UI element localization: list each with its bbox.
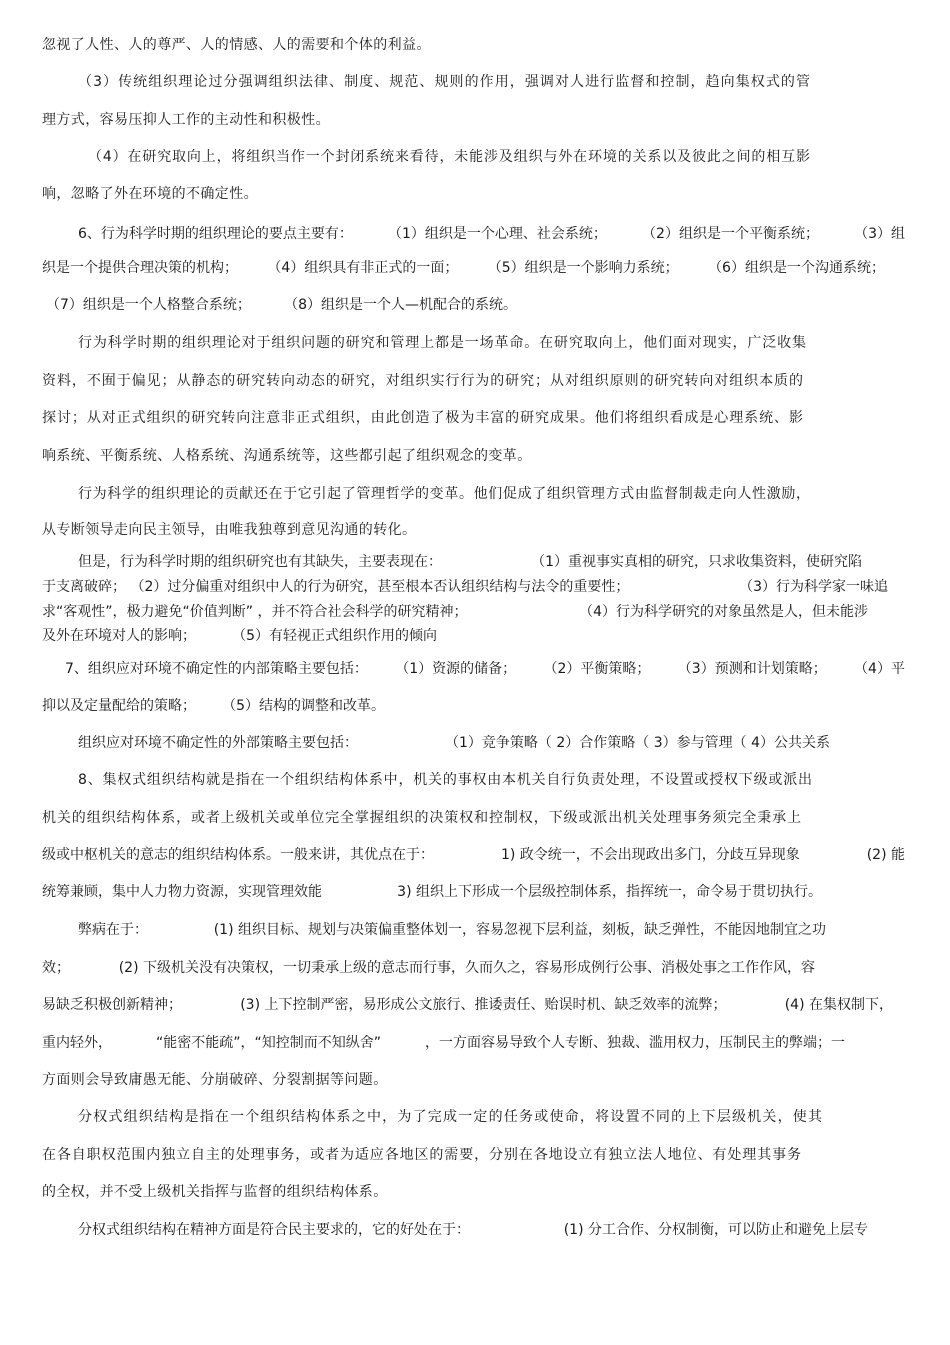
- text-segment: （1）重视事实真相的研究，只求收集资料，使研究陷: [531, 554, 862, 570]
- text-segment: “能密不能疏”，“知控制而不知纵舍”: [155, 1035, 381, 1051]
- text-line: [78, 226, 905, 242]
- text-segment: （2）组织是一个平衡系统；: [642, 226, 819, 242]
- text-line: [65, 661, 905, 677]
- text-segment: 但是，行为科学时期的组织研究也有其缺失，主要表现在：: [78, 554, 442, 570]
- text-line: 8、集权式组织结构就是指在一个组织结构体系中，机关的事权由本机关自行负责处理，不设置或授权下级或派出: [78, 772, 812, 788]
- text-segment: 重内轻外，: [42, 1035, 112, 1051]
- text-line: [78, 1222, 868, 1238]
- text-line: [42, 604, 868, 620]
- text-segment: （3）行为科学家一味追: [739, 579, 888, 595]
- text-line: [42, 628, 437, 644]
- text-line: [42, 698, 385, 714]
- text-segment: 抑以及定量配给的策略；: [42, 698, 196, 714]
- text-line: [42, 997, 893, 1013]
- text-line: 从专断领导走向民主领导，由唯我独尊到意见沟通的转化。: [42, 522, 417, 538]
- text-segment: （6）组织是一个沟通系统；: [708, 260, 885, 276]
- text-segment: 弊病在于：: [78, 922, 148, 938]
- text-line: [46, 297, 517, 313]
- text-segment: 组织应对环境不确定性的外部策略主要包括：: [78, 735, 358, 751]
- text-line: （3）传统组织理论过分强调组织法律、制度、规范、规则的作用，强调对人进行监督和控制，趋向集权式的管: [78, 74, 810, 90]
- text-segment: 织是一个提供合理决策的机构；: [42, 260, 238, 276]
- text-segment: 级或中枢机关的意志的组织结构体系。一般来讲，其优点在于：: [42, 847, 434, 863]
- text-segment: ，一方面容易导致个人专断、独裁、滥用权力，压制民主的弊端；一: [424, 1035, 845, 1051]
- text-line: 方面则会导致庸愚无能、分崩破碎、分裂割据等问题。: [42, 1072, 388, 1088]
- text-segment: 求“客观性”，极力避免“价值判断” ，并不符合社会科学的研究精神；: [42, 604, 468, 620]
- text-segment: （5）有轻视正式组织作用的倾向: [232, 628, 437, 644]
- text-segment: （4）平: [854, 661, 905, 677]
- text-line: [42, 260, 885, 276]
- text-segment: 7、组织应对环境不确定性的内部策略主要包括：: [65, 661, 368, 677]
- text-segment: 1) 政令统一，不会出现政出多门，分歧互异现象: [500, 847, 800, 863]
- text-segment: （4）组织具有非正式的一面；: [267, 260, 459, 276]
- text-line: 分权式组织结构是指在一个组织结构体系之中，为了完成一定的任务或使命，将设置不同的上下层级机关，使其: [78, 1109, 822, 1125]
- text-segment: 分权式组织结构在精神方面是符合民主要求的，它的好处在于：: [78, 1222, 470, 1238]
- text-segment: （1）组织是一个心理、社会系统；: [388, 226, 607, 242]
- text-segment: 3) 组织上下形成一个层级控制体系，指挥统一，命令易于贯切执行。: [397, 884, 822, 900]
- text-segment: (2) 能: [866, 847, 905, 863]
- text-segment: （1）竞争策略（ 2）合作策略（ 3）参与管理（ 4）公共关系: [445, 735, 830, 751]
- text-line: [42, 579, 888, 595]
- text-segment: （5）组织是一个影响力系统；: [487, 260, 679, 276]
- text-line: 行为科学的组织理论的贡献还在于它引起了管理哲学的变革。他们促成了组织管理方式由监督制裁走向人性激励，: [78, 486, 810, 502]
- text-segment: （5）结构的调整和改革。: [222, 698, 385, 714]
- text-line: [42, 884, 822, 900]
- text-segment: （7）组织是一个人格整合系统；: [46, 297, 251, 313]
- text-line: 在各自职权范围内独立自主的处理事务，或者为适应各地区的需要，分别在各地设立有独立法人地位、有处理其事务: [42, 1147, 801, 1163]
- text-line: [78, 922, 826, 938]
- text-segment: (3) 上下控制严密，易形成公文旅行、推诿责任、贻误时机、缺乏效率的流弊；: [240, 997, 727, 1013]
- text-line: 探讨；从对正式组织的研究转向注意非正式组织，由此创造了极为丰富的研究成果。他们将组织看成是心理系统、影: [42, 410, 803, 426]
- text-segment: （3）预测和计划策略；: [677, 661, 827, 677]
- text-line: 行为科学时期的组织理论对于组织问题的研究和管理上都是一场革命。在研究取向上，他们面对现实，广泛收集: [78, 335, 806, 351]
- text-segment: （3）组: [854, 226, 905, 242]
- text-segment: （1）资源的储备；: [395, 661, 517, 677]
- text-segment: 易缺乏积极创新精神；: [42, 997, 182, 1013]
- text-line: [42, 1035, 845, 1051]
- text-line: 的全权，并不受上级机关指挥与监督的组织结构体系。: [42, 1184, 388, 1200]
- text-segment: (4) 在集权制下，: [784, 997, 893, 1013]
- text-line: 响系统、平衡系统、人格系统、沟通系统等，这些都引起了组织观念的变革。: [42, 448, 532, 464]
- text-line: 忽视了人性、人的尊严、人的情感、人的需要和个体的利益。: [42, 37, 431, 53]
- text-segment: 效；: [42, 960, 70, 976]
- text-line: [78, 735, 830, 751]
- text-segment: (1) 分工合作、分权制衡，可以防止和避免上层专: [563, 1222, 868, 1238]
- text-segment: (1) 组织目标、规划与决策偏重整体划一，容易忽视下层利益，刻板，缺乏弹性，不能因地制宜之功: [213, 922, 826, 938]
- text-segment: （4）行为科学研究的对象虽然是人，但未能涉: [579, 604, 868, 620]
- text-line: 机关的组织结构体系，或者上级机关或单位完全掌握组织的决策权和控制权，下级或派出机关处理事务须完全秉承上: [42, 810, 801, 826]
- text-line: 资料，不囿于偏见；从静态的研究转向动态的研究，对组织实行行为的研究；从对组织原则的研究转向对组织本质的: [42, 373, 803, 389]
- text-line: [78, 554, 862, 570]
- text-segment: (2) 下级机关没有决策权，一切秉承上级的意志而行事，久而久之，容易形成例行公事、消极处事之工作作风，容: [118, 960, 815, 976]
- text-segment: （8）组织是一个人—机配合的系统。: [284, 297, 517, 313]
- text-line: 理方式，容易压抑人工作的主动性和积极性。: [42, 112, 330, 128]
- text-segment: 于支离破碎； （2）过分偏重对组织中人的行为研究，甚至根本否认组织结构与法令的重要性；: [42, 579, 630, 595]
- text-segment: 及外在环境对人的影响；: [42, 628, 196, 644]
- text-line: （4）在研究取向上，将组织当作一个封闭系统来看待，未能涉及组织与外在环境的关系以及彼此之间的相互影: [88, 149, 810, 165]
- text-line: 响，忽略了外在环境的不确定性。: [42, 186, 258, 202]
- text-line: [42, 960, 815, 976]
- text-segment: 6、行为科学时期的组织理论的要点主要有：: [78, 226, 353, 242]
- text-segment: （2）平衡策略；: [543, 661, 651, 677]
- text-segment: 统筹兼顾，集中人力物力资源，实现管理效能: [42, 884, 322, 900]
- text-line: [42, 847, 905, 863]
